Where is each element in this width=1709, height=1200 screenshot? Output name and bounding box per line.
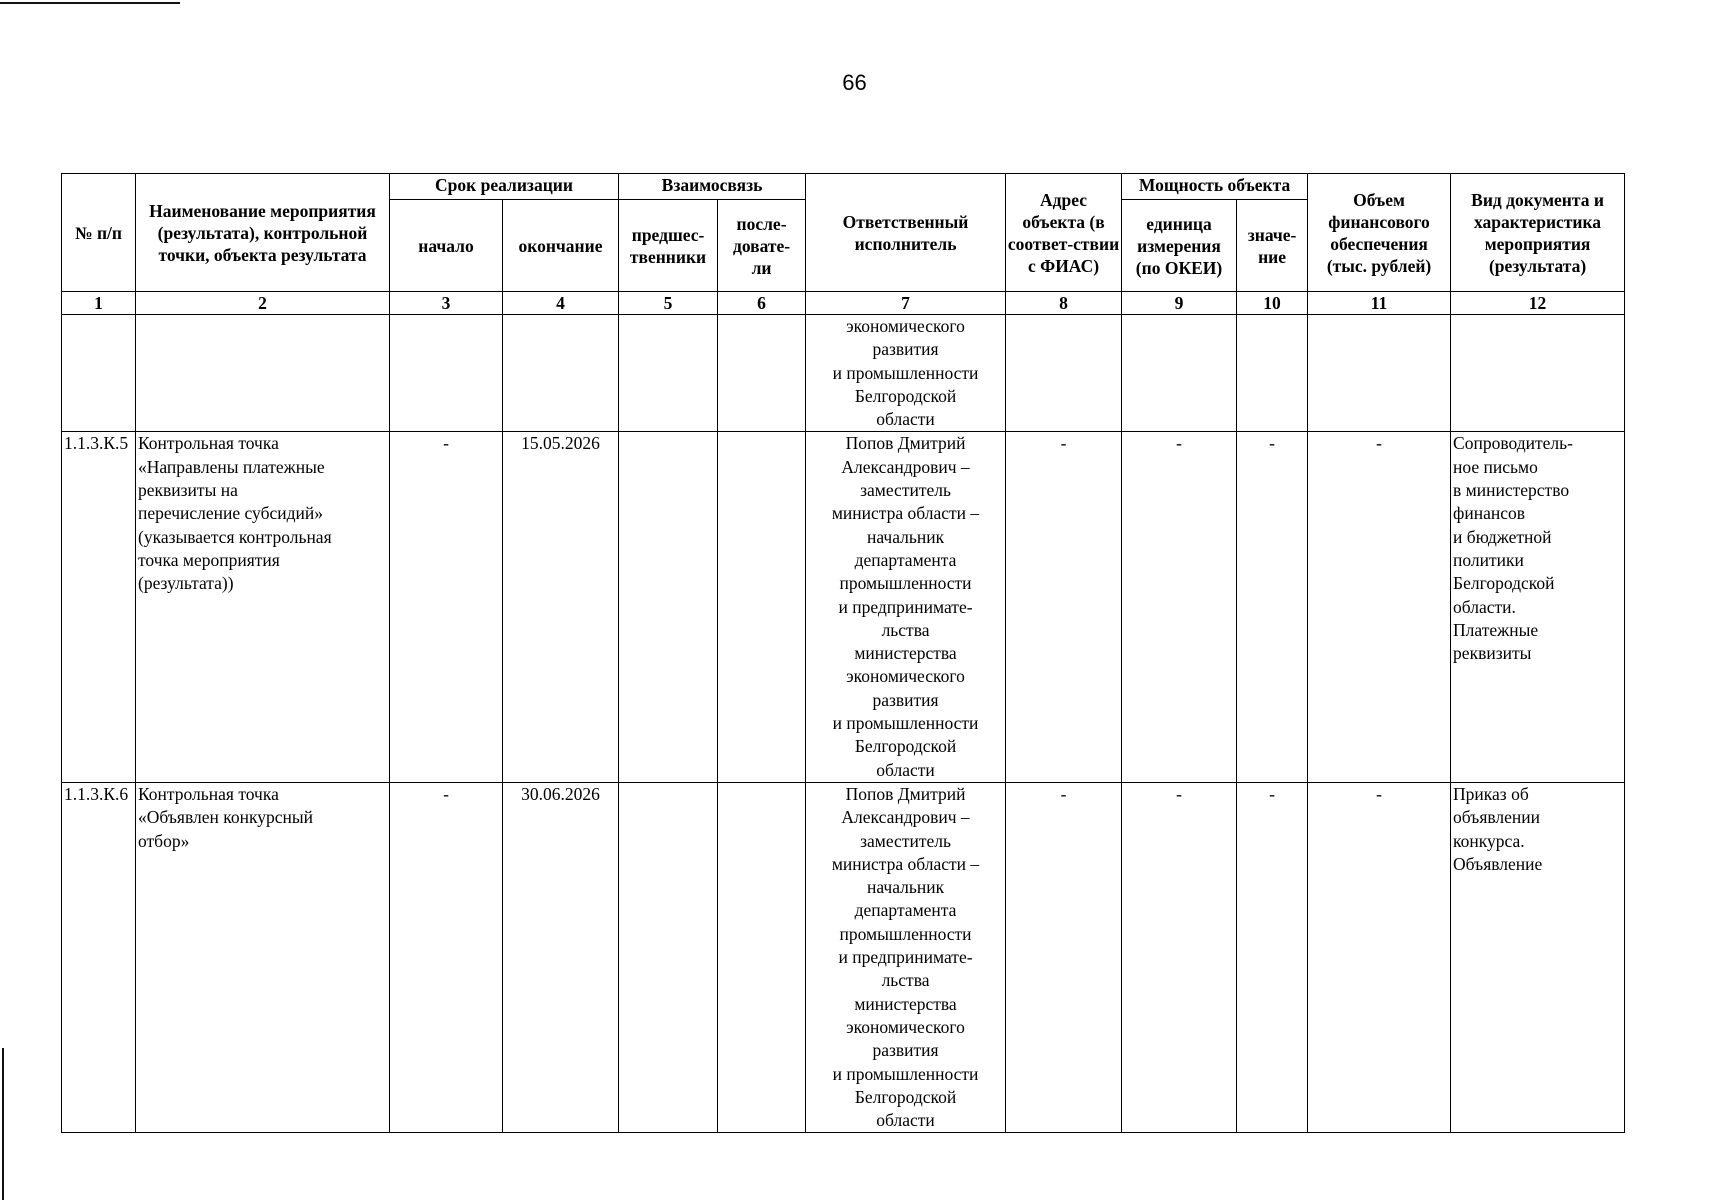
page-number: 66 bbox=[842, 70, 867, 95]
column-number: 7 bbox=[806, 292, 1006, 315]
header-link-succ: после- довате- ли bbox=[718, 200, 806, 292]
implementation-plan-table bbox=[61, 173, 1625, 1133]
cell-pred bbox=[619, 315, 718, 432]
header-finance: Объем финансового обеспечения (тыс. рублей) bbox=[1308, 174, 1451, 292]
cell-address: - bbox=[1006, 432, 1122, 782]
header-link: Взаимосвязь bbox=[619, 174, 806, 200]
column-number: 9 bbox=[1122, 292, 1237, 315]
header-term-end: окончание bbox=[503, 200, 619, 292]
cell-doc bbox=[1451, 315, 1625, 432]
cell-unit bbox=[1122, 315, 1237, 432]
cell-end: 15.05.2026 bbox=[503, 432, 619, 782]
header-num: № п/п bbox=[62, 174, 136, 292]
cell-finance bbox=[1308, 315, 1451, 432]
column-number: 4 bbox=[503, 292, 619, 315]
column-number: 3 bbox=[390, 292, 503, 315]
column-number: 12 bbox=[1451, 292, 1625, 315]
cell-finance: - bbox=[1308, 432, 1451, 782]
cell-name bbox=[136, 315, 390, 432]
header-responsible: Ответственный исполнитель bbox=[806, 174, 1006, 292]
cell-start bbox=[390, 315, 503, 432]
cell-succ bbox=[718, 432, 806, 782]
header-doc: Вид документа и характеристика мероприятия (результата) bbox=[1451, 174, 1625, 292]
column-number: 2 bbox=[136, 292, 390, 315]
header-link-pred: предшес- твенники bbox=[619, 200, 718, 292]
cell-address: - bbox=[1006, 782, 1122, 1132]
column-number: 5 bbox=[619, 292, 718, 315]
header-address: Адрес объекта (в соответ-ствии с ФИАС) bbox=[1006, 174, 1122, 292]
header-term-start: начало bbox=[390, 200, 503, 292]
cell-address bbox=[1006, 315, 1122, 432]
column-number: 11 bbox=[1308, 292, 1451, 315]
cell-num: 1.1.3.К.6 bbox=[62, 782, 136, 1132]
cell-doc: Приказ об объявлении конкурса. Объявление bbox=[1451, 782, 1625, 1132]
column-number: 8 bbox=[1006, 292, 1122, 315]
header-term: Срок реализации bbox=[390, 174, 619, 200]
column-number: 1 bbox=[62, 292, 136, 315]
header-capacity: Мощность объекта bbox=[1122, 174, 1308, 200]
cell-finance: - bbox=[1308, 782, 1451, 1132]
cell-end: 30.06.2026 bbox=[503, 782, 619, 1132]
cell-doc: Сопроводитель- ное письмо в министерство финансов и бюджетной политики Белгородской области. Платежные реквизиты bbox=[1451, 432, 1625, 782]
cell-name: Контрольная точка «Направлены платежные реквизиты на перечисление субсидий» (указывается контрольная точка мероприятия (результата)) bbox=[136, 432, 390, 782]
cell-num: 1.1.3.К.5 bbox=[62, 432, 136, 782]
cell-value bbox=[1237, 315, 1308, 432]
table-row bbox=[62, 782, 1625, 1132]
cell-num bbox=[62, 315, 136, 432]
header-cap-value: значе- ние bbox=[1237, 200, 1308, 292]
cell-succ bbox=[718, 782, 806, 1132]
column-number: 10 bbox=[1237, 292, 1308, 315]
scan-edge-top bbox=[0, 2, 180, 4]
cell-unit: - bbox=[1122, 782, 1237, 1132]
cell-responsible: экономического развития и промышленности Белгородской области bbox=[806, 315, 1006, 432]
header-cap-unit: единица измерения (по ОКЕИ) bbox=[1122, 200, 1237, 292]
cell-value: - bbox=[1237, 432, 1308, 782]
cell-start: - bbox=[390, 432, 503, 782]
table-row bbox=[62, 432, 1625, 782]
scan-edge-left bbox=[2, 1048, 4, 1200]
cell-succ bbox=[718, 315, 806, 432]
cell-pred bbox=[619, 432, 718, 782]
cell-responsible: Попов Дмитрий Александрович – заместитель министра области – начальник департамента промышленности и предпринимате- льства министерства экономического развития и промышленности Белгородской области bbox=[806, 432, 1006, 782]
cell-pred bbox=[619, 782, 718, 1132]
cell-start: - bbox=[390, 782, 503, 1132]
header-name: Наименование мероприятия (результата), контрольной точки, объекта результата bbox=[136, 174, 390, 292]
table-row bbox=[62, 315, 1625, 432]
column-number: 6 bbox=[718, 292, 806, 315]
cell-unit: - bbox=[1122, 432, 1237, 782]
cell-end bbox=[503, 315, 619, 432]
cell-responsible: Попов Дмитрий Александрович – заместитель министра области – начальник департамента промышленности и предпринимате- льства министерства экономического развития и промышленности Белгородской области bbox=[806, 782, 1006, 1132]
cell-name: Контрольная точка «Объявлен конкурсный отбор» bbox=[136, 782, 390, 1132]
cell-value: - bbox=[1237, 782, 1308, 1132]
